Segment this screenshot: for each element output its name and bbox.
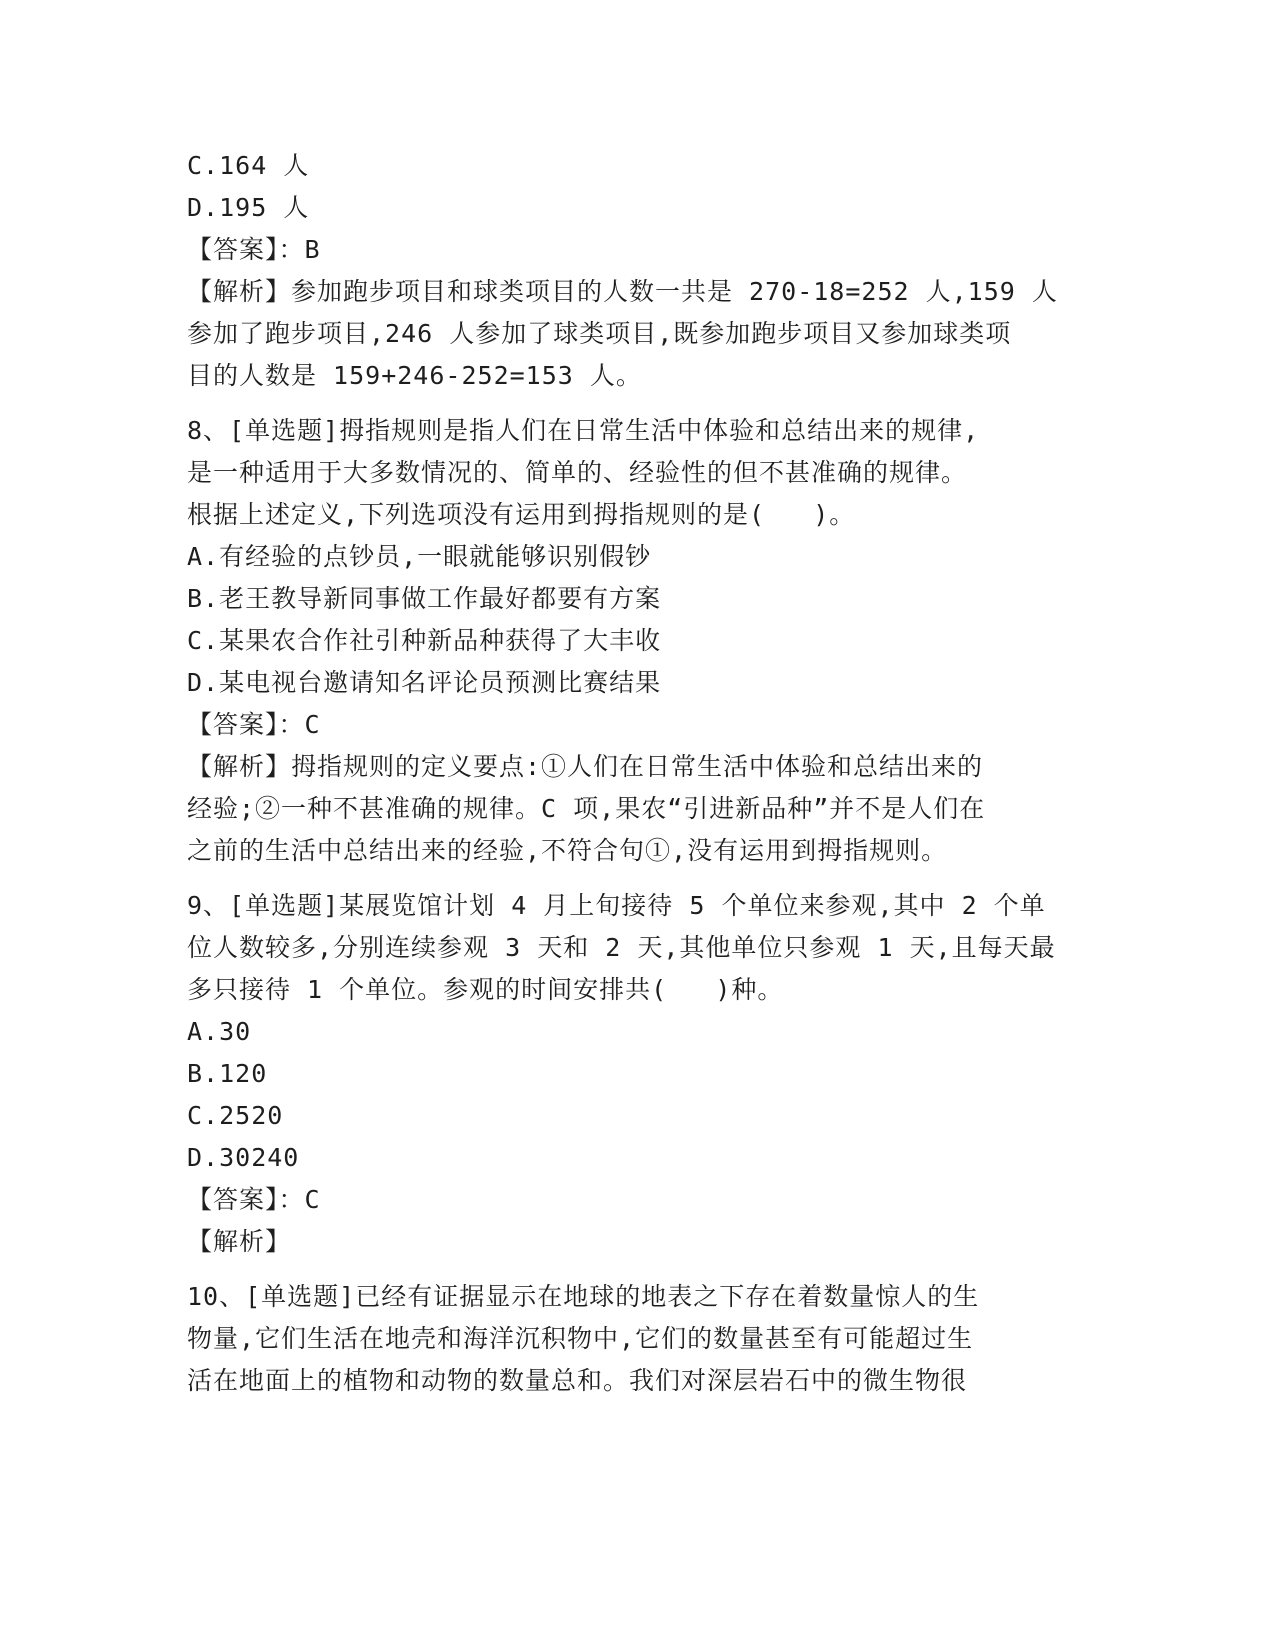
- option-d: D.195 人: [187, 193, 310, 222]
- option-a: A.30: [187, 1017, 252, 1046]
- question-10: [187, 1276, 1087, 1402]
- analysis-line: 之前的生活中总结出来的经验,不符合句①,没有运用到拇指规则。: [187, 836, 948, 865]
- question-stem-line: 9、[单选题]某展览馆计划 4 月上旬接待 5 个单位来参观,其中 2 个单: [187, 891, 1046, 920]
- option-c: C.2520: [187, 1101, 284, 1130]
- question-9: [187, 885, 1087, 1263]
- option-c: C.164 人: [187, 151, 310, 180]
- question-stem-line: 10、[单选题]已经有证据显示在地球的地表之下存在着数量惊人的生: [187, 1282, 980, 1311]
- question-stem-line: 物量,它们生活在地壳和海洋沉积物中,它们的数量甚至有可能超过生: [187, 1324, 974, 1353]
- option-d: D.30240: [187, 1143, 300, 1172]
- analysis-line: 【解析】参加跑步项目和球类项目的人数一共是 270-18=252 人,159 人: [187, 277, 1058, 306]
- question-8: [187, 410, 1087, 872]
- spacer: [187, 1263, 1087, 1276]
- answer-line: 【答案】：C: [187, 1185, 321, 1214]
- spacer: [187, 872, 1087, 885]
- option-d: D.某电视台邀请知名评论员预测比赛结果: [187, 668, 662, 697]
- question-stem-line: 多只接待 1 个单位。参观的时间安排共( )种。: [187, 975, 784, 1004]
- analysis-line: 经验;②一种不甚准确的规律。C 项,果农“引进新品种”并不是人们在: [187, 794, 986, 823]
- question-stem-line: 是一种适用于大多数情况的、简单的、经验性的但不甚准确的规律。: [187, 458, 968, 487]
- analysis-line: 目的人数是 159+246-252=153 人。: [187, 361, 642, 390]
- question-stem-line: 8、[单选题]拇指规则是指人们在日常生活中体验和总结出来的规律,: [187, 416, 980, 445]
- option-b: B.老王教导新同事做工作最好都要有方案: [187, 584, 662, 613]
- document-page: [187, 145, 1087, 1402]
- question-7-tail: [187, 145, 1087, 397]
- analysis-line: 【解析】: [187, 1227, 292, 1256]
- spacer: [187, 397, 1087, 410]
- option-c: C.某果农合作社引种新品种获得了大丰收: [187, 626, 662, 655]
- analysis-line: 【解析】拇指规则的定义要点:①人们在日常生活中体验和总结出来的: [187, 752, 984, 781]
- question-stem-line: 位人数较多,分别连续参观 3 天和 2 天,其他单位只参观 1 天,且每天最: [187, 933, 1056, 962]
- question-stem-line: 根据上述定义,下列选项没有运用到拇指规则的是( )。: [187, 500, 856, 529]
- option-b: B.120: [187, 1059, 268, 1088]
- analysis-line: 参加了跑步项目,246 人参加了球类项目,既参加跑步项目又参加球类项: [187, 319, 1012, 348]
- question-stem-line: 活在地面上的植物和动物的数量总和。我们对深层岩石中的微生物很: [187, 1366, 968, 1395]
- answer-line: 【答案】：B: [187, 235, 321, 264]
- answer-line: 【答案】：C: [187, 710, 321, 739]
- option-a: A.有经验的点钞员,一眼就能够识别假钞: [187, 542, 652, 571]
